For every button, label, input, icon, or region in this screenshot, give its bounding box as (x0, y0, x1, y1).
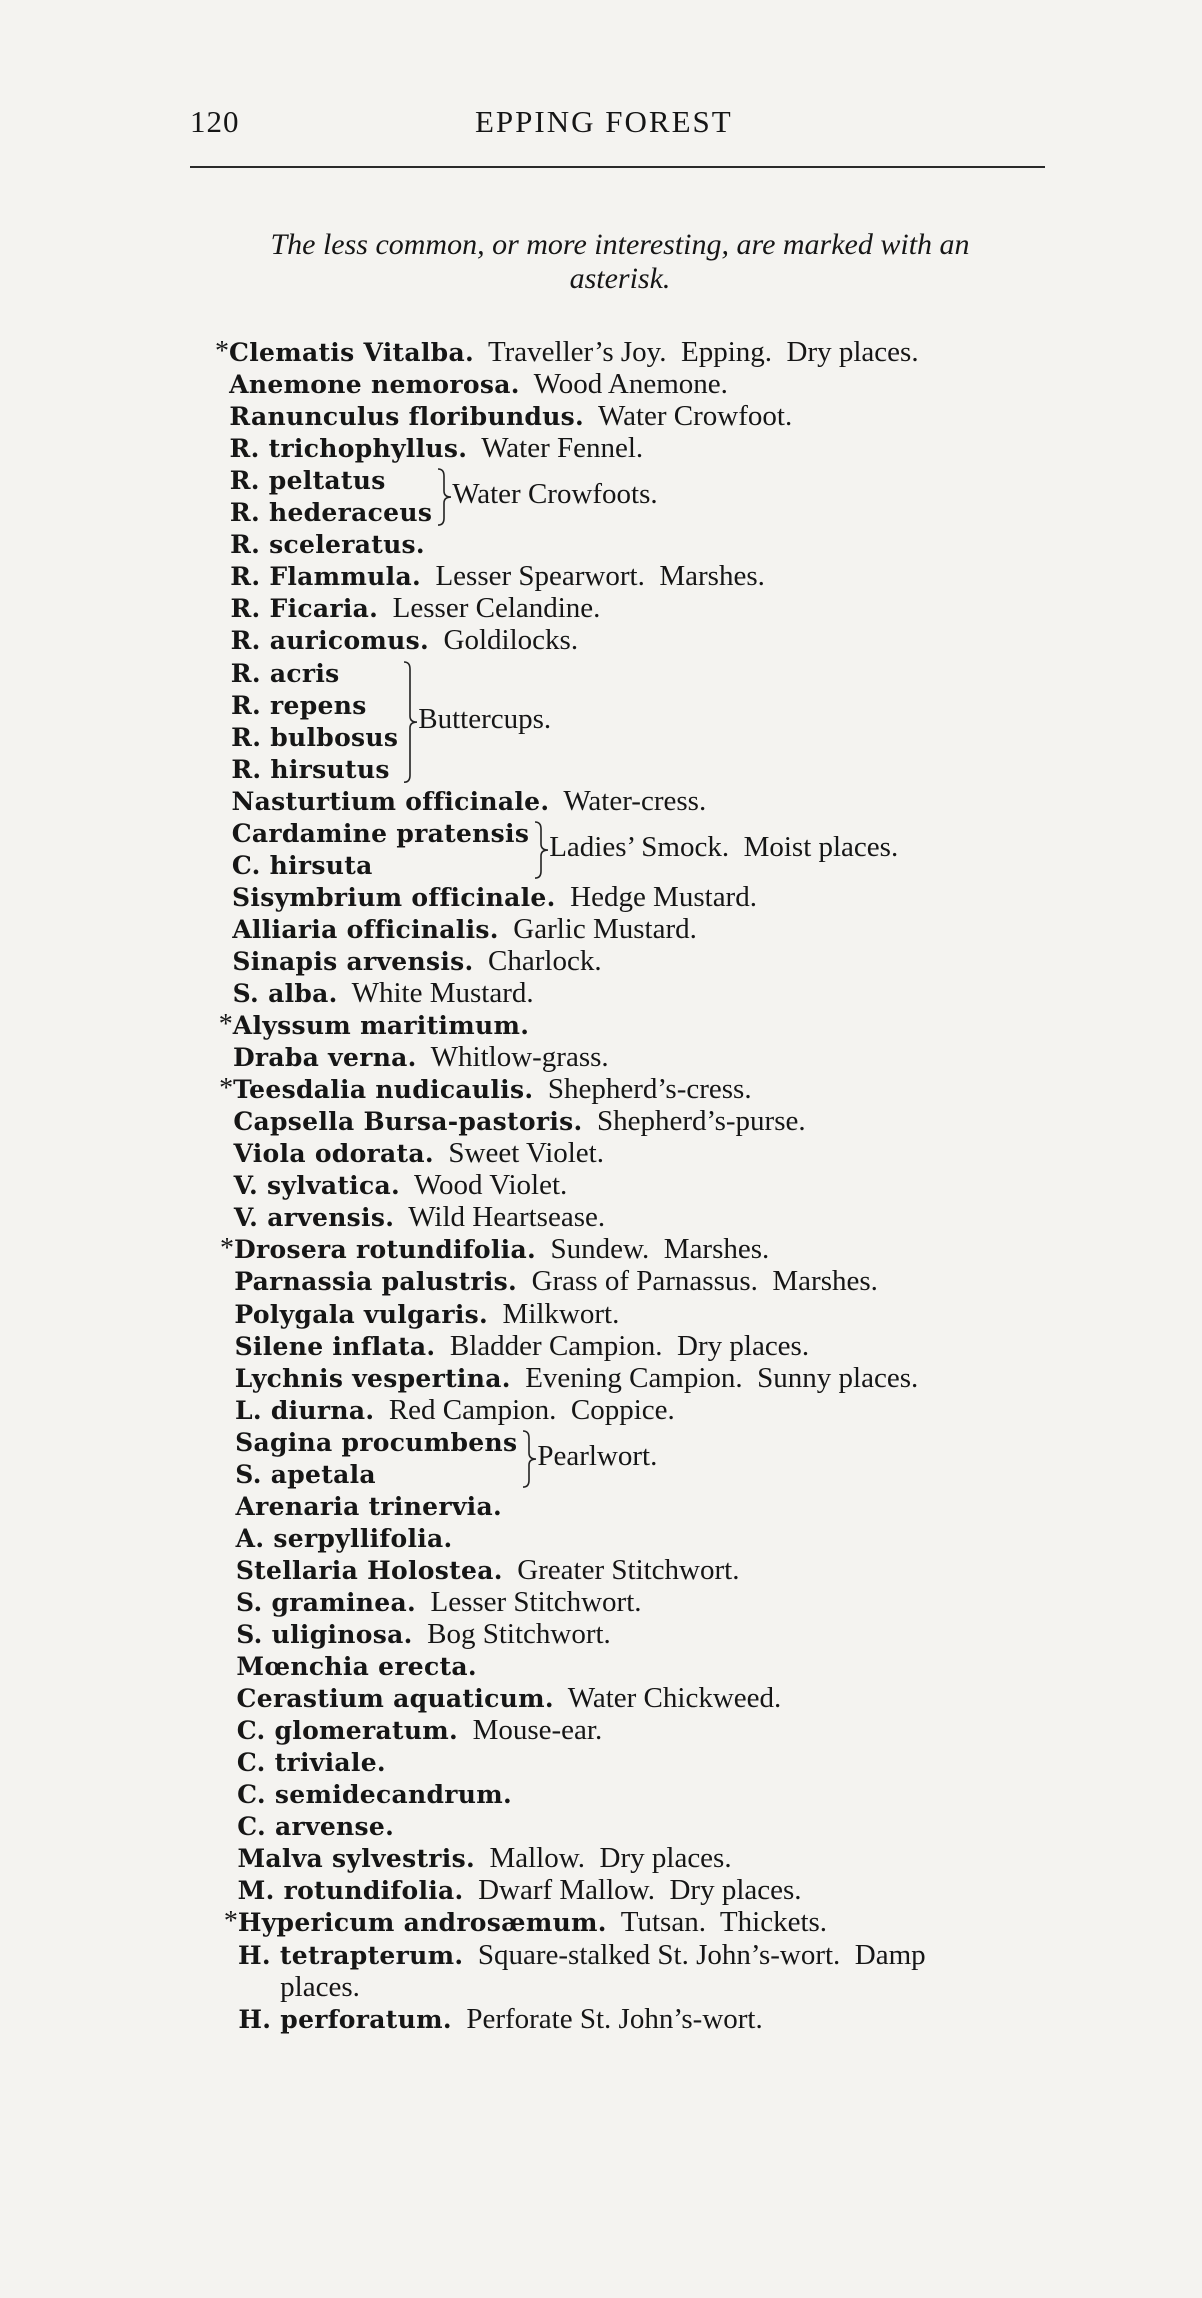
plant-entry (234, 1298, 619, 1332)
common-name: White Mustard. (337, 977, 534, 1009)
plant-entry (220, 1233, 770, 1267)
latin-name: Polygala vulgaris. (234, 1299, 489, 1329)
asterisk-marker: * (220, 1233, 235, 1265)
latin-name: Lychnis vespertina. (234, 1363, 511, 1393)
common-name: Water Chickweed. (553, 1682, 782, 1715)
latin-name: A. serpyllifolia. (235, 1523, 453, 1553)
latin-name: S. apetala (235, 1459, 376, 1489)
common-name: Perforate St. John’s-wort. (451, 2002, 763, 2035)
plant-entry (231, 689, 367, 723)
plant-entry (236, 1554, 740, 1588)
latin-name: Hypericum androsæmum. (237, 1908, 607, 1938)
running-title: EPPING FOREST (475, 104, 733, 139)
common-name: Greater Stitchwort. (502, 1553, 740, 1586)
latin-name: S. alba. (232, 979, 338, 1008)
plant-entry (280, 1971, 360, 2005)
asterisk-marker: * (218, 1009, 233, 1041)
latin-name: Alyssum maritimum. (232, 1011, 530, 1041)
latin-name: Arenaria trinervia. (235, 1491, 502, 1521)
latin-name: Cardamine pratensis (231, 818, 530, 848)
common-name: Garlic Mustard. (498, 912, 697, 945)
plant-entry (237, 1810, 394, 1844)
latin-name: R. Ficaria. (230, 594, 379, 624)
latin-name: Draba verna. (232, 1043, 417, 1073)
plant-entry (229, 368, 728, 402)
asterisk-marker: * (223, 1906, 238, 1938)
latin-name: Parnassia palustris. (234, 1267, 518, 1297)
brace-common-name: Water Crowfoots. (452, 478, 658, 511)
latin-name: V. arvensis. (233, 1203, 395, 1233)
brace-common-name: Ladies’ Smock. Moist places. (549, 830, 899, 863)
plant-entry (230, 560, 765, 594)
plant-entry (229, 400, 792, 434)
plant-entry (231, 721, 398, 755)
plant-entry (234, 1201, 605, 1235)
common-name: Sundew. Marshes. (535, 1233, 770, 1266)
latin-name: C. glomeratum. (236, 1716, 459, 1746)
common-name: Grass of Parnassus. Marshes. (517, 1265, 878, 1298)
common-name: Lesser Celandine. (378, 592, 601, 625)
latin-name: Ranunculus floribundus. (229, 402, 585, 432)
plant-entry (236, 1586, 641, 1620)
latin-name: Cerastium aquaticum. (236, 1684, 554, 1714)
common-name: Mallow. Dry places. (474, 1842, 732, 1875)
plant-entry (232, 849, 373, 883)
page-number: 120 (190, 104, 240, 139)
header-rule (190, 166, 1045, 168)
latin-name: R. hirsutus (231, 754, 390, 784)
latin-name: S. uliginosa. (236, 1620, 413, 1649)
latin-name: Viola odorata. (233, 1139, 434, 1169)
latin-name: Malva sylvestris. (237, 1844, 475, 1874)
latin-name: C. semidecandrum. (237, 1780, 512, 1810)
latin-name: Drosera rotundifolia. (234, 1235, 536, 1265)
plant-entry (233, 1105, 805, 1139)
plant-entry (219, 1073, 752, 1107)
latin-name: L. diurna. (234, 1395, 375, 1425)
latin-name: Clematis Vitalba. (229, 338, 474, 367)
latin-name: V. sylvatica. (233, 1171, 400, 1201)
plant-entry (230, 432, 644, 466)
latin-name: R. acris (230, 658, 340, 688)
plant-entry (232, 817, 530, 851)
common-name: Wild Heartsease. (394, 1201, 606, 1234)
plant-entry (232, 881, 757, 915)
plant-entry (235, 1330, 810, 1364)
common-name: Sweet Violet. (433, 1137, 604, 1170)
plant-entry (230, 592, 600, 626)
common-name: Bog Stitchwort. (412, 1618, 611, 1650)
latin-name: C. triviale. (236, 1748, 386, 1778)
latin-name: R. Flammula. (230, 562, 421, 592)
plant-entry (238, 1939, 926, 1973)
plant-entry (235, 1490, 502, 1524)
plant-entry (233, 1041, 609, 1075)
latin-name: R. peltatus (229, 466, 386, 496)
plant-entry (234, 1169, 568, 1203)
plant-entry (235, 1426, 517, 1460)
common-name: Hedge Mustard. (555, 880, 757, 913)
common-name: Mouse-ear. (458, 1714, 603, 1747)
plant-entry (237, 1842, 731, 1876)
common-name: Water Fennel. (467, 432, 644, 465)
latin-name: R. trichophyllus. (229, 434, 468, 464)
brace-common-name: Pearlwort. (537, 1439, 658, 1472)
common-name: Wood Violet. (400, 1169, 568, 1202)
common-name: Square-stalked St. John’s-wort. Damp (463, 1938, 926, 1971)
latin-name: Sagina procumbens (235, 1427, 518, 1457)
plant-entry (230, 464, 386, 498)
common-name: Water Crowfoot. (584, 400, 793, 433)
plant-entry (232, 913, 697, 947)
plant-entry (238, 2003, 762, 2037)
plant-entry (218, 1009, 530, 1043)
plant-entry (215, 336, 919, 370)
plant-entry (238, 1874, 802, 1908)
common-name: Wood Anemone. (519, 368, 728, 401)
plant-entry (236, 1618, 611, 1652)
plant-entry (237, 1714, 602, 1748)
plant-entry (232, 945, 601, 979)
common-name: Dwarf Mallow. Dry places. (463, 1874, 802, 1907)
latin-name: C. arvense. (237, 1812, 395, 1842)
plant-entry (235, 1394, 675, 1428)
running-header (190, 104, 1045, 148)
plant-entry (231, 753, 389, 787)
plant-entry (232, 785, 707, 819)
plant-entry (236, 1522, 453, 1556)
common-name: Water-cress. (549, 784, 707, 817)
common-name: Evening Campion. Sunny places. (510, 1361, 919, 1394)
common-name: places. (280, 1970, 360, 2003)
common-name: Lesser Stitchwort. (415, 1585, 642, 1618)
asterisk-marker: * (219, 1073, 234, 1105)
common-name: Traveller’s Joy. Epping. Dry places. (473, 336, 919, 368)
latin-name: C. hirsuta (231, 850, 373, 880)
latin-name: Stellaria Holostea. (235, 1555, 503, 1585)
latin-name: M. rotundifolia. (237, 1876, 464, 1906)
latin-name: R. hederaceus (229, 498, 433, 528)
plant-entry (231, 624, 578, 658)
plant-entry (237, 1778, 512, 1812)
latin-name: Sisymbrium officinale. (232, 882, 556, 912)
plant-entry (234, 1265, 878, 1299)
plant-entry (236, 1650, 477, 1684)
plant-entry (230, 496, 432, 530)
common-name: Tutsan. Thickets. (606, 1906, 828, 1939)
plant-entry (237, 1682, 782, 1716)
latin-name: Alliaria officinalis. (232, 914, 499, 944)
common-name: Bladder Campion. Dry places. (435, 1329, 810, 1362)
plant-entry (223, 1906, 828, 1940)
latin-name: R. auricomus. (230, 626, 430, 656)
latin-name: Mœnchia erecta. (236, 1652, 477, 1682)
latin-name: Capsella Bursa-pastoris. (233, 1107, 583, 1137)
common-name: Red Campion. Coppice. (374, 1393, 675, 1426)
latin-name: R. bulbosus (231, 722, 399, 752)
plant-entry (231, 657, 340, 691)
latin-name: Nasturtium officinale. (231, 786, 550, 816)
latin-name: R. sceleratus. (230, 530, 425, 560)
common-name: Lesser Spearwort. Marshes. (420, 560, 765, 593)
latin-name: S. graminea. (236, 1587, 416, 1617)
latin-name: Anemone nemorosa. (229, 370, 520, 400)
brace-common-name: Buttercups. (418, 702, 552, 735)
asterisk-marker: * (215, 336, 229, 367)
plant-entry (237, 1746, 386, 1780)
latin-name: Teesdalia nudicaulis. (233, 1075, 534, 1105)
latin-name: R. repens (230, 690, 367, 720)
common-name: Shepherd’s-cress. (533, 1073, 752, 1106)
common-name: Milkwort. (488, 1297, 620, 1330)
latin-name: Silene inflata. (234, 1331, 436, 1361)
plant-entry (233, 977, 534, 1011)
common-name: Shepherd’s-purse. (582, 1105, 806, 1138)
latin-name: H. perforatum. (238, 2004, 452, 2034)
intro-note: The less common, or more interesting, are marked with an asterisk. (270, 228, 970, 295)
common-name: Charlock. (473, 944, 602, 977)
common-name: Whitlow-grass. (416, 1041, 609, 1074)
latin-name: H. tetrapterum. (238, 1940, 464, 1970)
plant-entry (234, 1137, 604, 1171)
latin-name: Sinapis arvensis. (232, 946, 474, 976)
plant-entry (230, 528, 425, 562)
plant-entry (235, 1362, 919, 1396)
plant-entry (235, 1458, 376, 1492)
common-name: Goldilocks. (429, 624, 579, 657)
